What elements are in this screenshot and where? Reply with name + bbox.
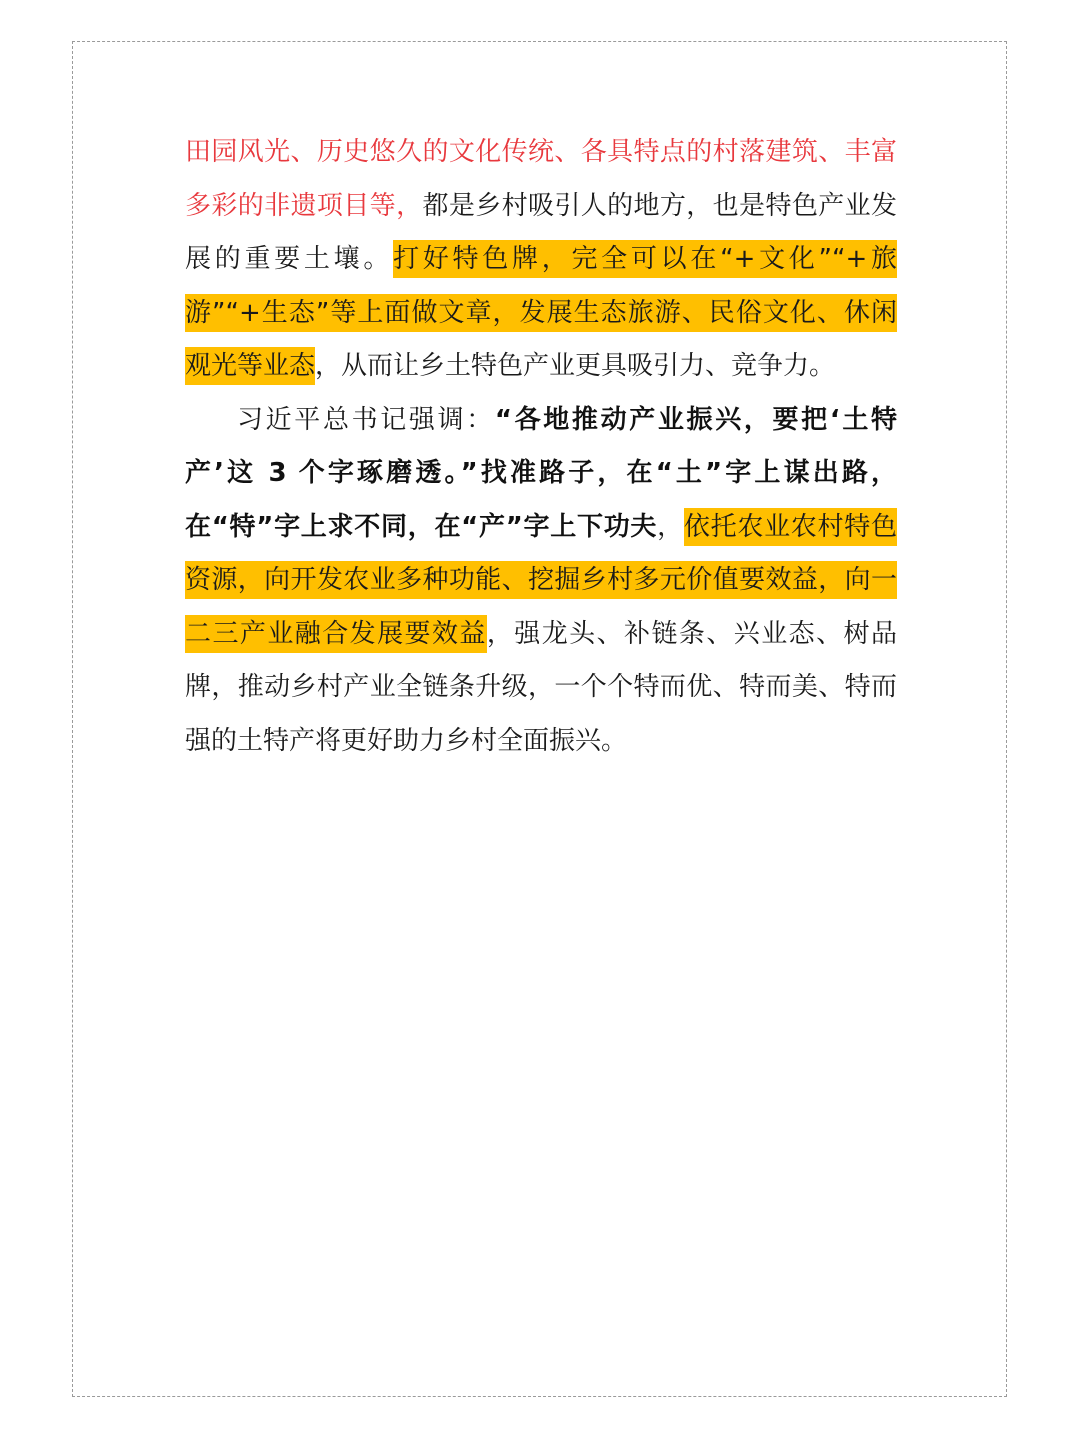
plain-text-span: ，强龙头、补链条、兴业态、树品牌，推动乡村产业全链条升级，一个个特而优、特而美、特而强的土特产将更好助力乡村全面振兴。 (185, 618, 897, 756)
document-body (185, 126, 897, 768)
highlighted-text-span: 依托农业农村特色资源，向开发农业多种功能、挖掘乡村多元价值要效益，向一二三产业融合发展要效益 (185, 508, 897, 653)
plain-text-span: 习近平总书记强调： (237, 404, 495, 435)
paragraph-1 (185, 126, 897, 394)
plain-text-span: ，从而让乡土特色产业更具吸引力、竞争力。 (315, 351, 836, 381)
paragraph-2 (185, 394, 897, 769)
highlighted-text-span: 打好特色牌，完全可以在“+文化”“+旅游”“+生态”等上面做文章，发展生态旅游、民俗文化、休闲观光等业态 (185, 240, 897, 385)
plain-text-span: 都是乡村吸引人的地方，也是特色产业发展的重要土壤。 (185, 190, 897, 274)
bold-quote-span: “各地推动产业振兴，要把‘土特产’这 3 个字琢磨透。”找准路子，在“土”字上谋出路，在“特”字上求不同，在“产”字上下功夫 (185, 404, 897, 542)
plain-text-span: ， (657, 511, 684, 542)
red-text-span: 田园风光、历史悠久的文化传统、各具特点的村落建筑、丰富多彩的非遗项目等， (185, 137, 897, 221)
